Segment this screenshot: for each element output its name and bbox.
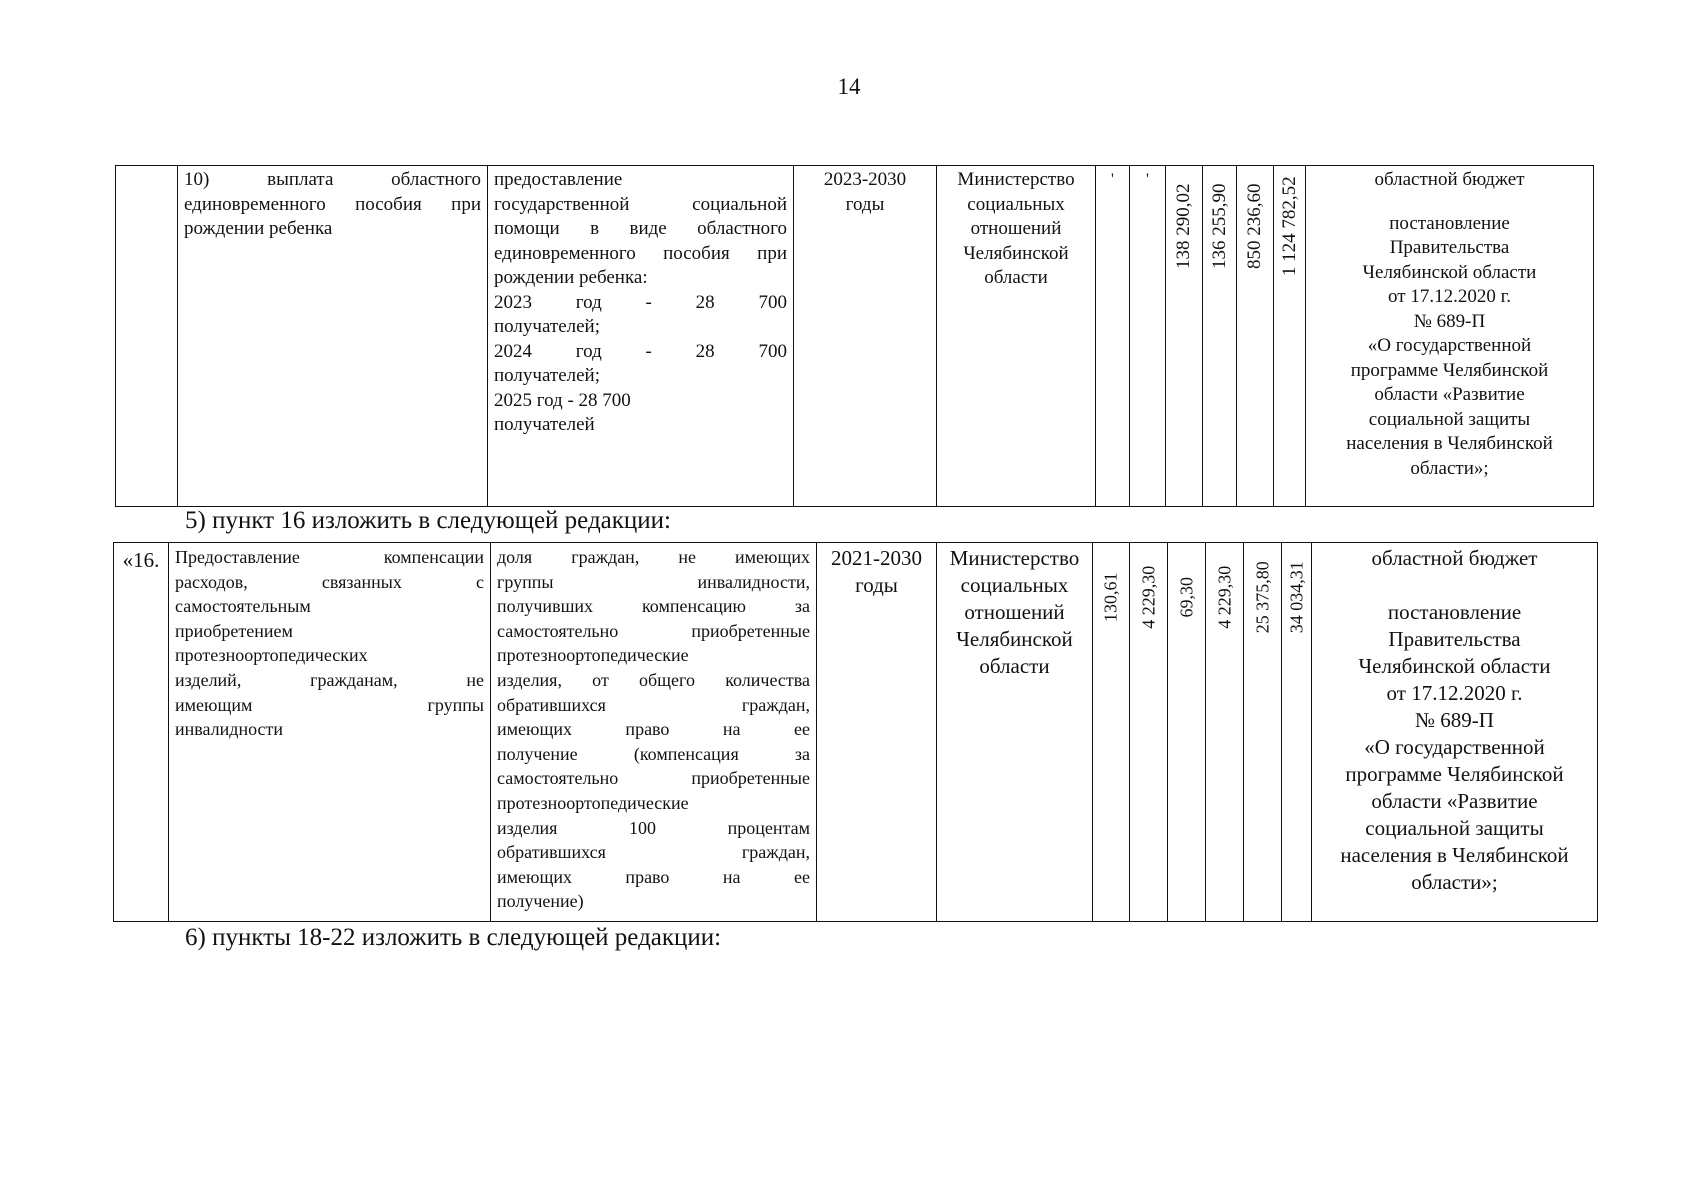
indicator-line: получение (компенсация за [497,743,810,764]
measure-line: протезноортопедических [175,645,368,666]
indicator-line: доля граждан, не имеющих [497,547,810,567]
amount-value: 4 229,30 [1138,565,1159,629]
row-number-cell [114,543,169,922]
amount-cell [1096,166,1130,507]
indicator-line: изделия, от общего количества [497,669,810,690]
amount-value: 4 229,30 [1214,565,1235,629]
indicator-line: имеющих право на ее [497,719,810,740]
measure-name-cell [169,543,491,922]
measure-line: изделий, гражданам, не [175,669,484,690]
amount-cell [1274,166,1306,507]
amount-cell [1166,166,1203,507]
basis-line: области «Развитие [1374,384,1525,405]
executor-line: Челябинской [963,242,1069,264]
funding-source: областной бюджет [1374,169,1525,190]
amount-value: ' [1146,171,1149,188]
executor-line: Министерство [957,169,1075,190]
executor-line: отношений [964,600,1065,624]
measure-line: самостоятельным [175,596,311,617]
basis-line: постановление [1389,212,1510,234]
amount-value: 130,61 [1100,572,1121,623]
amount-cell [1206,543,1244,922]
indicator-line: предоставление [494,169,623,190]
measure-name-cell [178,166,488,507]
indicator-line: помощи в виде областного [494,218,787,239]
basis-line: «О государственной [1367,335,1532,356]
indicator-line: самостоятельно приобретенные [497,620,810,641]
measure-line: приобретением [175,620,293,641]
measures-table-row-10 [115,165,1594,507]
indicator-line: обратившихся граждан, [497,694,810,715]
funding-basis-cell [1306,166,1594,507]
page-number: 14 [837,74,861,99]
indicator-line: обратившихся граждан, [497,842,810,863]
executor-line: области [984,267,1048,288]
indicator-line: единовременного пособия при [494,242,787,264]
indicator-line: самостоятельно приобретенные [497,768,810,789]
basis-line: Правительства [1389,237,1510,258]
amount-cell [1130,166,1166,507]
amount-value: 138 290,02 [1172,183,1194,269]
indicator-line: имеющих право на ее [497,866,810,887]
measure-line: инвалидности [175,719,284,740]
basis-line: № 689-П [1415,708,1494,732]
indicator-line: получателей [494,414,595,435]
amount-value: 25 375,80 [1252,561,1273,634]
indicator-line: рождении ребенка: [494,267,648,288]
basis-line: области «Развитие [1371,789,1538,813]
basis-line: населения в Челябинской [1346,433,1553,454]
basis-line: «О государственной [1364,735,1545,759]
executor-line: социальных [960,573,1069,597]
indicator-line: протезноортопедические [497,645,689,666]
executor-line: Челябинской [956,627,1073,651]
period-cell [794,166,937,507]
measures-table-row-16 [113,542,1598,922]
period-line: годы [845,193,885,215]
amount-cell [1237,166,1274,507]
indicator-cell [491,543,817,922]
indicator-line: протезноортопедические [497,792,689,813]
section-heading-6: 6) пункты 18-22 изложить в следующей редакции: [185,924,722,951]
period-line: 2023-2030 [823,169,907,190]
indicator-line: получивших компенсацию за [497,596,810,617]
period-line: 2021-2030 [831,546,922,570]
measure-line: Предоставление компенсации [175,547,484,567]
period-line: годы [855,573,898,597]
indicator-line: 2025 год - 28 700 [494,389,631,411]
measure-line: единовременного пособия при [184,193,481,215]
amount-value: 136 255,90 [1208,183,1230,269]
indicator-line: 2023 год - 28 700 [494,291,787,313]
basis-line: № 689-П [1413,310,1486,332]
indicator-line: получателей; [494,365,600,386]
row-number-cell [116,166,178,507]
amount-value: ' [1111,171,1114,188]
amount-value: 1 124 782,52 [1278,176,1300,277]
indicator-line: получение) [497,891,584,912]
executor-line: отношений [970,218,1062,239]
amount-value: 69,30 [1176,577,1197,618]
executor-line: области [979,654,1050,678]
row-number: «16. [122,548,160,572]
basis-line: области»; [1411,870,1498,894]
indicator-line: изделия 100 процентам [497,817,810,838]
indicator-line: 2024 год - 28 700 [494,340,787,362]
measure-line: имеющим группы [175,694,484,715]
basis-line: Правительства [1388,627,1521,651]
basis-line: от 17.12.2020 г. [1386,681,1523,705]
period-cell [817,543,937,922]
executor-cell [937,166,1096,507]
indicator-line: государственной социальной [494,193,787,215]
funding-basis-cell [1312,543,1598,922]
basis-line: программе Челябинской [1345,762,1564,786]
basis-line: Челябинской области [1362,261,1537,283]
executor-line: социальных [967,193,1065,215]
amount-cell [1130,543,1168,922]
funding-source: областной бюджет [1371,546,1538,570]
basis-line: программе Челябинской [1350,359,1549,381]
amount-cell [1282,543,1312,922]
measure-line: рождении ребенка [184,218,333,239]
basis-line: области»; [1410,457,1489,479]
amount-cell [1168,543,1206,922]
basis-line: Челябинской области [1358,654,1551,678]
executor-cell [937,543,1093,922]
basis-line: от 17.12.2020 г. [1388,286,1511,307]
executor-line: Министерство [949,546,1080,570]
indicator-cell [488,166,794,507]
basis-line: социальной защиты [1368,408,1531,430]
basis-line: постановление [1387,600,1522,624]
amount-value: 34 034,31 [1286,561,1307,634]
amount-cell [1093,543,1130,922]
amount-cell [1244,543,1282,922]
basis-line: социальной защиты [1365,816,1544,840]
indicator-line: получателей; [494,316,600,337]
basis-line: населения в Челябинской [1340,843,1569,867]
measure-line: 10) выплата областного [184,169,481,190]
measure-line: расходов, связанных с [175,571,484,592]
indicator-line: группы инвалидности, [497,571,810,592]
section-heading-5: 5) пункт 16 изложить в следующей редакции: [185,507,671,534]
amount-cell [1203,166,1237,507]
amount-value: 850 236,60 [1243,183,1265,269]
